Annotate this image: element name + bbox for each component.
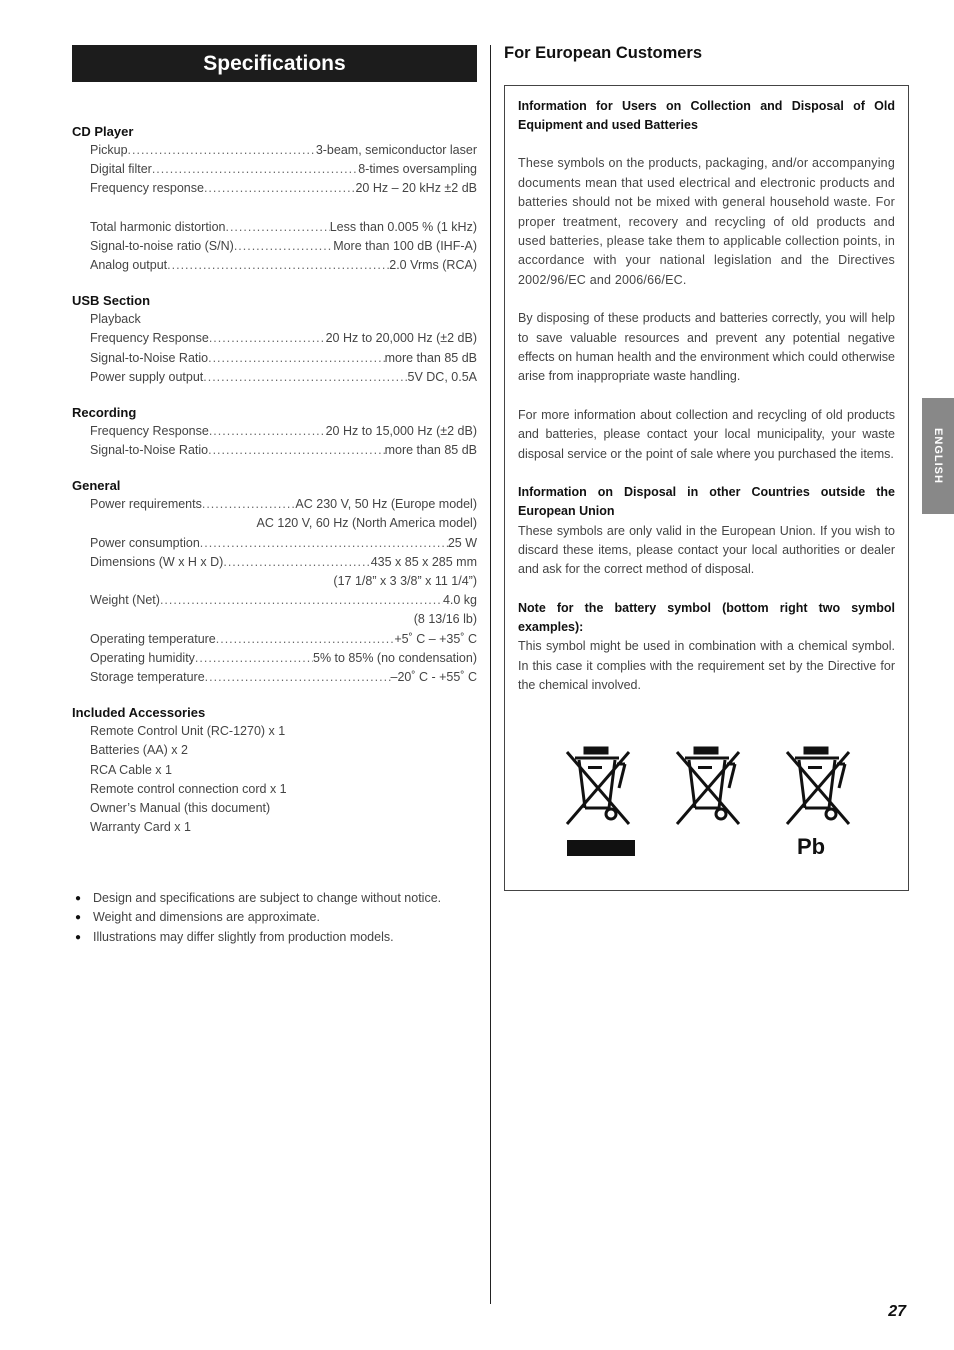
section-title: Recording [72, 404, 137, 420]
spec-row: Weight (Net) ..... 4.0 kg [72, 591, 477, 610]
playback-label: Playback [90, 312, 141, 327]
spec-row: Dimensions (W x H x D) ..... 435 x 85 x 285 mm [72, 553, 477, 572]
black-bar-symbol [567, 840, 635, 856]
spec-row: Operating temperature ..... +5˚ C – +35˚ C [72, 630, 477, 649]
spec-row: Frequency Response ..... 20 Hz to 15,000 Hz (±2 dB) [72, 422, 477, 441]
page-number: 27 [888, 1303, 906, 1320]
accessory-item: Batteries (AA) x 2 [90, 743, 188, 758]
crossed-bin-icon [779, 746, 859, 826]
usb-section [72, 291, 477, 387]
specifications-title: Specifications [72, 45, 477, 82]
spec-row: Total harmonic distortion ..... Less than 0.005 % (1 kHz) [72, 218, 477, 237]
spec-row: Signal-to-Noise Ratio ..... more than 85 dB [72, 441, 477, 460]
note-item: ● Illustrations may differ slightly from production models. [72, 928, 477, 947]
spec-row-continued: AC 120 V, 60 Hz (North America model) [256, 516, 477, 531]
section-title: Included Accessories [72, 705, 206, 721]
spec-row-continued: (8 13/16 lb) [413, 612, 477, 627]
disposal-paragraph: For more information about collection and recycling of old products and batteries, please contact your local municipality, your waste disposal service or the point of sale where you purchased the items. [518, 407, 895, 461]
cd-player-section [72, 122, 477, 275]
spec-row: Power consumption ..... 25 W [72, 534, 477, 553]
spec-row: Power supply output ..... 5V DC, 0.5A [72, 368, 477, 387]
accessory-item: RCA Cable x 1 [90, 762, 172, 777]
disposal-symbols [559, 746, 859, 866]
spec-row: Frequency Response ..... 20 Hz to 20,000 Hz (±2 dB) [72, 329, 477, 348]
accessory-item: Warranty Card x 1 [90, 820, 191, 835]
column-divider [490, 45, 491, 1304]
lead-chemical-symbol: Pb [797, 834, 826, 859]
bullet-icon: ● [75, 931, 82, 943]
spec-row: Signal-to-Noise Ratio ..... more than 85 dB [72, 349, 477, 368]
section-title: General [72, 478, 121, 494]
disposal-info-box [504, 85, 909, 891]
crossed-bin-icon [559, 746, 639, 826]
spec-row: Operating humidity ..... 5% to 85% (no condensation) [72, 649, 477, 668]
note-item: ● Weight and dimensions are approximate. [72, 908, 477, 927]
outside-eu-heading: Information on Disposal in other Countries outside the European Union [518, 485, 895, 519]
european-customers-title: For European Customers [504, 44, 703, 62]
battery-note-heading: Note for the battery symbol (bottom right two symbol examples): [518, 600, 895, 634]
disposal-paragraph: These symbols on the products, packaging, and/or accompanying documents mean that used electrical and electronic products and batteries should not be mixed with general household waste. For proper treatment, recovery and recycling of old products and used batteries, please take them to applicable collection points, in accordance with your national legislation and the Directives 2002/96/EC and 2006/66/EC. [518, 156, 896, 287]
spec-row-continued: (17 1/8” x 3 3/8” x 11 1/4”) [333, 574, 477, 588]
accessories-section [72, 703, 477, 837]
language-tab-label: ENGLISH [932, 428, 944, 484]
spec-row: Storage temperature ..... –20˚ C - +55˚ C [72, 668, 477, 687]
spec-row: Signal-to-noise ratio (S/N) ..... More than 100 dB (IHF-A) [72, 237, 477, 256]
section-title: CD Player [72, 124, 134, 139]
notes-list [72, 889, 477, 947]
spec-row: Power requirements ..... AC 230 V, 50 Hz (Europe model) [72, 495, 477, 514]
specifications-column [72, 45, 477, 837]
bullet-icon: ● [75, 893, 82, 904]
note-item: ● Design and specifications are subject to change without notice. [72, 889, 477, 908]
language-tab [922, 398, 954, 514]
bullet-icon: ● [75, 912, 82, 924]
disposal-paragraph: By disposing of these products and batteries correctly, you will help to save valuable resources and prevent any potential negative effects on human health and the environment which could otherwise arise from inappropriate waste handling. [518, 311, 895, 384]
spec-row: Digital filter ..... 8-times oversampling [72, 160, 477, 179]
accessory-item: Owner’s Manual (this document) [90, 800, 271, 815]
crossed-bin-icon [669, 746, 749, 826]
spec-row: Analog output ..... 2.0 Vrms (RCA) [72, 256, 477, 275]
spec-row: Pickup ..... 3-beam, semiconductor laser [72, 141, 477, 160]
disposal-heading: Information for Users on Collection and Disposal of Old Equipment and used Batteries [518, 99, 895, 133]
general-section [72, 476, 477, 687]
recording-section [72, 403, 477, 460]
accessory-item: Remote Control Unit (RC-1270) x 1 [90, 724, 286, 739]
accessory-item: Remote control connection cord x 1 [90, 781, 287, 796]
spec-row: Frequency response ..... 20 Hz – 20 kHz ±2 dB [72, 179, 477, 198]
outside-eu-paragraph: These symbols are only valid in the European Union. If you wish to discard these items, please contact your local authorities or dealer and ask for the correct method of disposal. [518, 523, 895, 577]
battery-note-paragraph: This symbol might be used in combination with a chemical symbol. In this case it complies with the requirement set by the Directive for the chemical involved. [518, 639, 895, 692]
section-title: USB Section [72, 293, 151, 309]
